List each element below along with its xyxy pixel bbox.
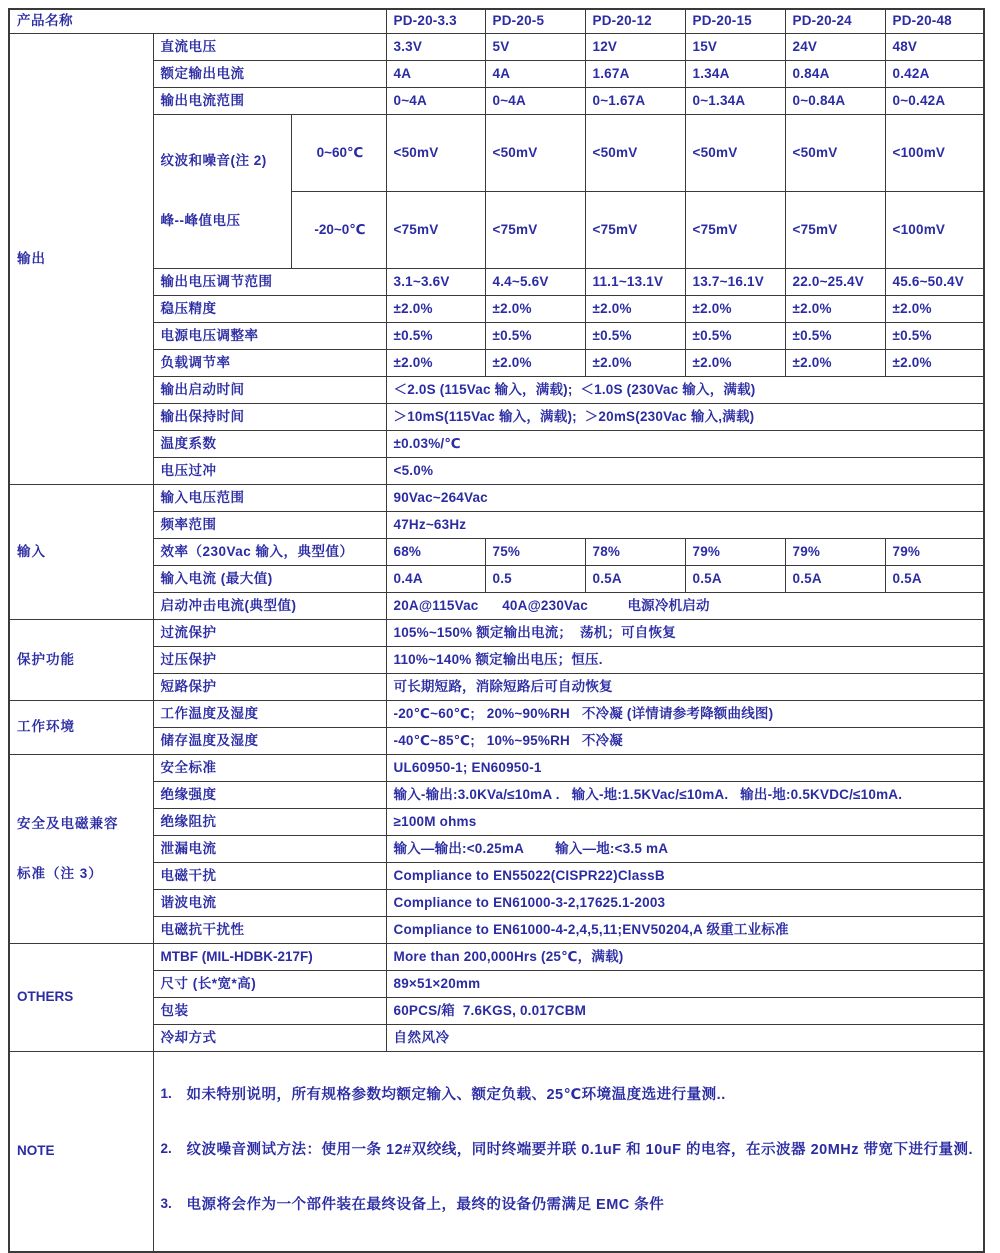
param-label: 输出电流范围 <box>153 88 386 115</box>
row-insulation-resistance <box>9 809 984 836</box>
note-text: 纹波噪音测试方法：使用一条 12#双绞线，同时终端要并联 0.1uF 和 10uF 的电容，在示波器 20MHz 带宽下进行量测. <box>186 1141 974 1158</box>
param-label: 储存温度及湿度 <box>153 728 386 755</box>
param-value-span: Compliance to EN61000-4-2,4,5,11;ENV50204,A 级重工业标准 <box>386 917 984 944</box>
row-input-current <box>9 566 984 593</box>
param-value: ±2.0% <box>585 296 685 323</box>
note-text: 如未特别说明，所有规格参数均额定输入、额定负载、25℃环境温度选进行量测.. <box>186 1087 726 1103</box>
param-value: 0~1.67A <box>585 88 685 115</box>
param-value-span: 47Hz~63Hz <box>386 512 984 539</box>
row-ripple-0-60 <box>9 115 984 192</box>
param-value: 13.7~16.1V <box>685 269 785 296</box>
param-value: ±0.5% <box>386 323 485 350</box>
param-value-span: 89×51×20mm <box>386 971 984 998</box>
param-value: 12V <box>585 34 685 61</box>
param-value: 22.0~25.4V <box>785 269 885 296</box>
section-label-others: OTHERS <box>9 944 153 1052</box>
param-label: 过流保护 <box>153 620 386 647</box>
param-value: ±2.0% <box>885 350 984 377</box>
param-label: 效率（230Vac 输入，典型值） <box>153 539 386 566</box>
note-number: 1. <box>160 1086 172 1101</box>
param-value: ±2.0% <box>585 350 685 377</box>
param-value-span: ±0.03%/℃ <box>386 431 984 458</box>
note-number: 3. <box>160 1195 172 1211</box>
param-label: 谐波电流 <box>153 890 386 917</box>
param-label: 过压保护 <box>153 647 386 674</box>
param-value: 0~4A <box>386 88 485 115</box>
param-value: <50mV <box>585 115 685 192</box>
param-value-span: <5.0% <box>386 458 984 485</box>
param-label: 输出电压调节范围 <box>153 269 386 296</box>
row-leakage-current <box>9 836 984 863</box>
row-load-regulation <box>9 350 984 377</box>
param-label: 稳压精度 <box>153 296 386 323</box>
model-header: PD-20-5 <box>485 9 585 34</box>
row-input-voltage-range <box>9 485 984 512</box>
param-value: <75mV <box>485 192 585 269</box>
param-value: 0~0.84A <box>785 88 885 115</box>
param-value: ±2.0% <box>485 296 585 323</box>
param-value: 11.1~13.1V <box>585 269 685 296</box>
param-value: 78% <box>585 539 685 566</box>
row-mtbf <box>9 944 984 971</box>
param-value: 0~4A <box>485 88 585 115</box>
param-label: 绝缘强度 <box>153 782 386 809</box>
param-value-span: 60PCS/箱 7.6KGS, 0.017CBM <box>386 998 984 1025</box>
model-header: PD-20-24 <box>785 9 885 34</box>
row-ems <box>9 917 984 944</box>
param-value-span: -40℃~85℃; 10%~95%RH 不冷凝 <box>386 728 984 755</box>
param-value: 4A <box>485 61 585 88</box>
param-value: 48V <box>885 34 984 61</box>
param-label: 额定输出电流 <box>153 61 386 88</box>
param-value: 4.4~5.6V <box>485 269 585 296</box>
param-value: 68% <box>386 539 485 566</box>
model-header: PD-20-15 <box>685 9 785 34</box>
row-line-regulation <box>9 323 984 350</box>
section-label-protection: 保护功能 <box>9 620 153 701</box>
section-label-safety-emc <box>9 755 153 944</box>
note-content <box>153 1052 984 1252</box>
row-insulation-strength <box>9 782 984 809</box>
param-label: 启动冲击电流(典型值) <box>153 593 386 620</box>
param-label: 输出保持时间 <box>153 404 386 431</box>
param-value: <50mV <box>685 115 785 192</box>
param-value: ±0.5% <box>785 323 885 350</box>
param-label: 输出启动时间 <box>153 377 386 404</box>
param-value: 0.5A <box>685 566 785 593</box>
param-value: ±2.0% <box>386 296 485 323</box>
param-value: <100mV <box>885 192 984 269</box>
param-value: ±2.0% <box>685 350 785 377</box>
param-label: 直流电压 <box>153 34 386 61</box>
param-value: ±2.0% <box>685 296 785 323</box>
param-label: 泄漏电流 <box>153 836 386 863</box>
param-value: 79% <box>685 539 785 566</box>
ripple-label-line1: 纹波和噪音(注 2) <box>160 153 267 169</box>
row-dimensions <box>9 971 984 998</box>
param-value: <75mV <box>585 192 685 269</box>
param-value: 0.5A <box>885 566 984 593</box>
param-label: 包装 <box>153 998 386 1025</box>
param-value-span: More than 200,000Hrs (25℃，满载) <box>386 944 984 971</box>
param-value: 1.34A <box>685 61 785 88</box>
row-setup-time <box>9 377 984 404</box>
param-label: 温度系数 <box>153 431 386 458</box>
param-value: 15V <box>685 34 785 61</box>
param-label-ripple <box>153 115 291 269</box>
param-value: 3.3V <box>386 34 485 61</box>
model-header: PD-20-12 <box>585 9 685 34</box>
param-value: 1.67A <box>585 61 685 88</box>
param-label: 电源电压调整率 <box>153 323 386 350</box>
row-storage-temp-humidity <box>9 728 984 755</box>
row-inrush-current <box>9 593 984 620</box>
param-value-span: ＜2.0S (115Vac 输入，满载); ＜1.0S (230Vac 输入，满载) <box>386 377 984 404</box>
param-value: ±0.5% <box>585 323 685 350</box>
note-text: 电源将会作为一个部件装在最终设备上，最终的设备仍需满足 EMC 条件 <box>186 1196 665 1213</box>
param-value: 45.6~50.4V <box>885 269 984 296</box>
param-value: 5V <box>485 34 585 61</box>
param-value-span: ≥100M ohms <box>386 809 984 836</box>
param-value: 0.5 <box>485 566 585 593</box>
param-value: 0.5A <box>585 566 685 593</box>
row-frequency-range <box>9 512 984 539</box>
param-value-span: 输入-输出:3.0KVa/≤10mA . 输入-地:1.5KVac/≤10mA. 输出-地:0.5KVDC/≤10mA. <box>386 782 984 809</box>
param-label: 尺寸 (长*宽*高) <box>153 971 386 998</box>
note-number: 2. <box>160 1140 172 1156</box>
safety-label-line1: 安全及电磁兼容 <box>17 815 119 831</box>
param-value: ±2.0% <box>785 296 885 323</box>
param-value: 75% <box>485 539 585 566</box>
param-label: 短路保护 <box>153 674 386 701</box>
param-label: MTBF (MIL-HDBK-217F) <box>153 944 386 971</box>
row-voltage-overshoot <box>9 458 984 485</box>
row-note <box>9 1052 984 1252</box>
param-label: 输入电流 (最大值) <box>153 566 386 593</box>
param-value: <100mV <box>885 115 984 192</box>
row-hold-time <box>9 404 984 431</box>
param-value: 0.4A <box>386 566 485 593</box>
spec-table <box>8 8 985 1253</box>
section-label-note: NOTE <box>9 1052 153 1252</box>
param-label: 电磁干扰 <box>153 863 386 890</box>
param-value-span: ＞10mS(115Vac 输入，满载); ＞20mS(230Vac 输入,满载) <box>386 404 984 431</box>
param-label: 频率范围 <box>153 512 386 539</box>
row-packing <box>9 998 984 1025</box>
param-value: ±2.0% <box>885 296 984 323</box>
param-value-span: 输入—输出:<0.25mA 输入—地:<3.5 mA <box>386 836 984 863</box>
param-value: ±2.0% <box>386 350 485 377</box>
param-value: <50mV <box>785 115 885 192</box>
param-value: <50mV <box>386 115 485 192</box>
note-item <box>161 1141 980 1159</box>
param-value: 79% <box>885 539 984 566</box>
param-value-span: 105%~150% 额定输出电流； 荡机；可自恢复 <box>386 620 984 647</box>
param-value-span: 可长期短路，消除短路后可自动恢复 <box>386 674 984 701</box>
safety-label-line2: 标准（注 3） <box>17 866 103 882</box>
param-value: <75mV <box>785 192 885 269</box>
param-label: 电磁抗干扰性 <box>153 917 386 944</box>
param-value: 24V <box>785 34 885 61</box>
row-voltage-tolerance <box>9 296 984 323</box>
param-value: 79% <box>785 539 885 566</box>
row-rated-current <box>9 61 984 88</box>
param-value: <75mV <box>386 192 485 269</box>
row-dc-voltage <box>9 34 984 61</box>
param-value-span: 自然风冷 <box>386 1025 984 1052</box>
param-value: 0.84A <box>785 61 885 88</box>
row-efficiency <box>9 539 984 566</box>
param-value-span: 90Vac~264Vac <box>386 485 984 512</box>
param-value: <75mV <box>685 192 785 269</box>
param-label: 工作温度及湿度 <box>153 701 386 728</box>
ripple-condition: -20~0℃ <box>291 192 386 269</box>
product-name-label: 产品名称 <box>9 9 386 34</box>
param-value-span: 20A@115Vac 40A@230Vac 电源冷机启动 <box>386 593 984 620</box>
section-label-input: 输入 <box>9 485 153 620</box>
param-value-span: 110%~140% 额定输出电压；恒压. <box>386 647 984 674</box>
param-value: <50mV <box>485 115 585 192</box>
row-working-temp-humidity <box>9 701 984 728</box>
row-safety-standard <box>9 755 984 782</box>
param-value: ±2.0% <box>485 350 585 377</box>
param-value: 0.42A <box>885 61 984 88</box>
row-emi <box>9 863 984 890</box>
param-value-span: UL60950-1; EN60950-1 <box>386 755 984 782</box>
param-label: 绝缘阻抗 <box>153 809 386 836</box>
row-overcurrent-protection <box>9 620 984 647</box>
model-header: PD-20-48 <box>885 9 984 34</box>
param-label: 负载调节率 <box>153 350 386 377</box>
section-label-environment: 工作环境 <box>9 701 153 755</box>
ripple-label-line2: 峰--峰值电压 <box>160 213 241 229</box>
param-value-span: -20℃~60℃; 20%~90%RH 不冷凝 (详情请参考降额曲线图) <box>386 701 984 728</box>
param-value-span: Compliance to EN55022(CISPR22)ClassB <box>386 863 984 890</box>
param-value: 4A <box>386 61 485 88</box>
row-current-range <box>9 88 984 115</box>
param-value: ±0.5% <box>485 323 585 350</box>
param-value-span: Compliance to EN61000-3-2,17625.1-2003 <box>386 890 984 917</box>
section-label-output: 输出 <box>9 34 153 485</box>
param-value: ±2.0% <box>785 350 885 377</box>
note-item <box>161 1086 980 1104</box>
param-label: 电压过冲 <box>153 458 386 485</box>
param-label: 输入电压范围 <box>153 485 386 512</box>
row-short-circuit-protection <box>9 674 984 701</box>
param-label: 冷却方式 <box>153 1025 386 1052</box>
param-label: 安全标准 <box>153 755 386 782</box>
row-temp-coefficient <box>9 431 984 458</box>
note-item <box>161 1196 980 1214</box>
row-overvoltage-protection <box>9 647 984 674</box>
param-value: ±0.5% <box>885 323 984 350</box>
param-value: 0~0.42A <box>885 88 984 115</box>
model-header: PD-20-3.3 <box>386 9 485 34</box>
param-value: ±0.5% <box>685 323 785 350</box>
row-voltage-adj-range <box>9 269 984 296</box>
param-value: 3.1~3.6V <box>386 269 485 296</box>
header-row <box>9 9 984 34</box>
param-value: 0~1.34A <box>685 88 785 115</box>
row-cooling <box>9 1025 984 1052</box>
ripple-condition: 0~60℃ <box>291 115 386 192</box>
row-harmonic-current <box>9 890 984 917</box>
param-value: 0.5A <box>785 566 885 593</box>
